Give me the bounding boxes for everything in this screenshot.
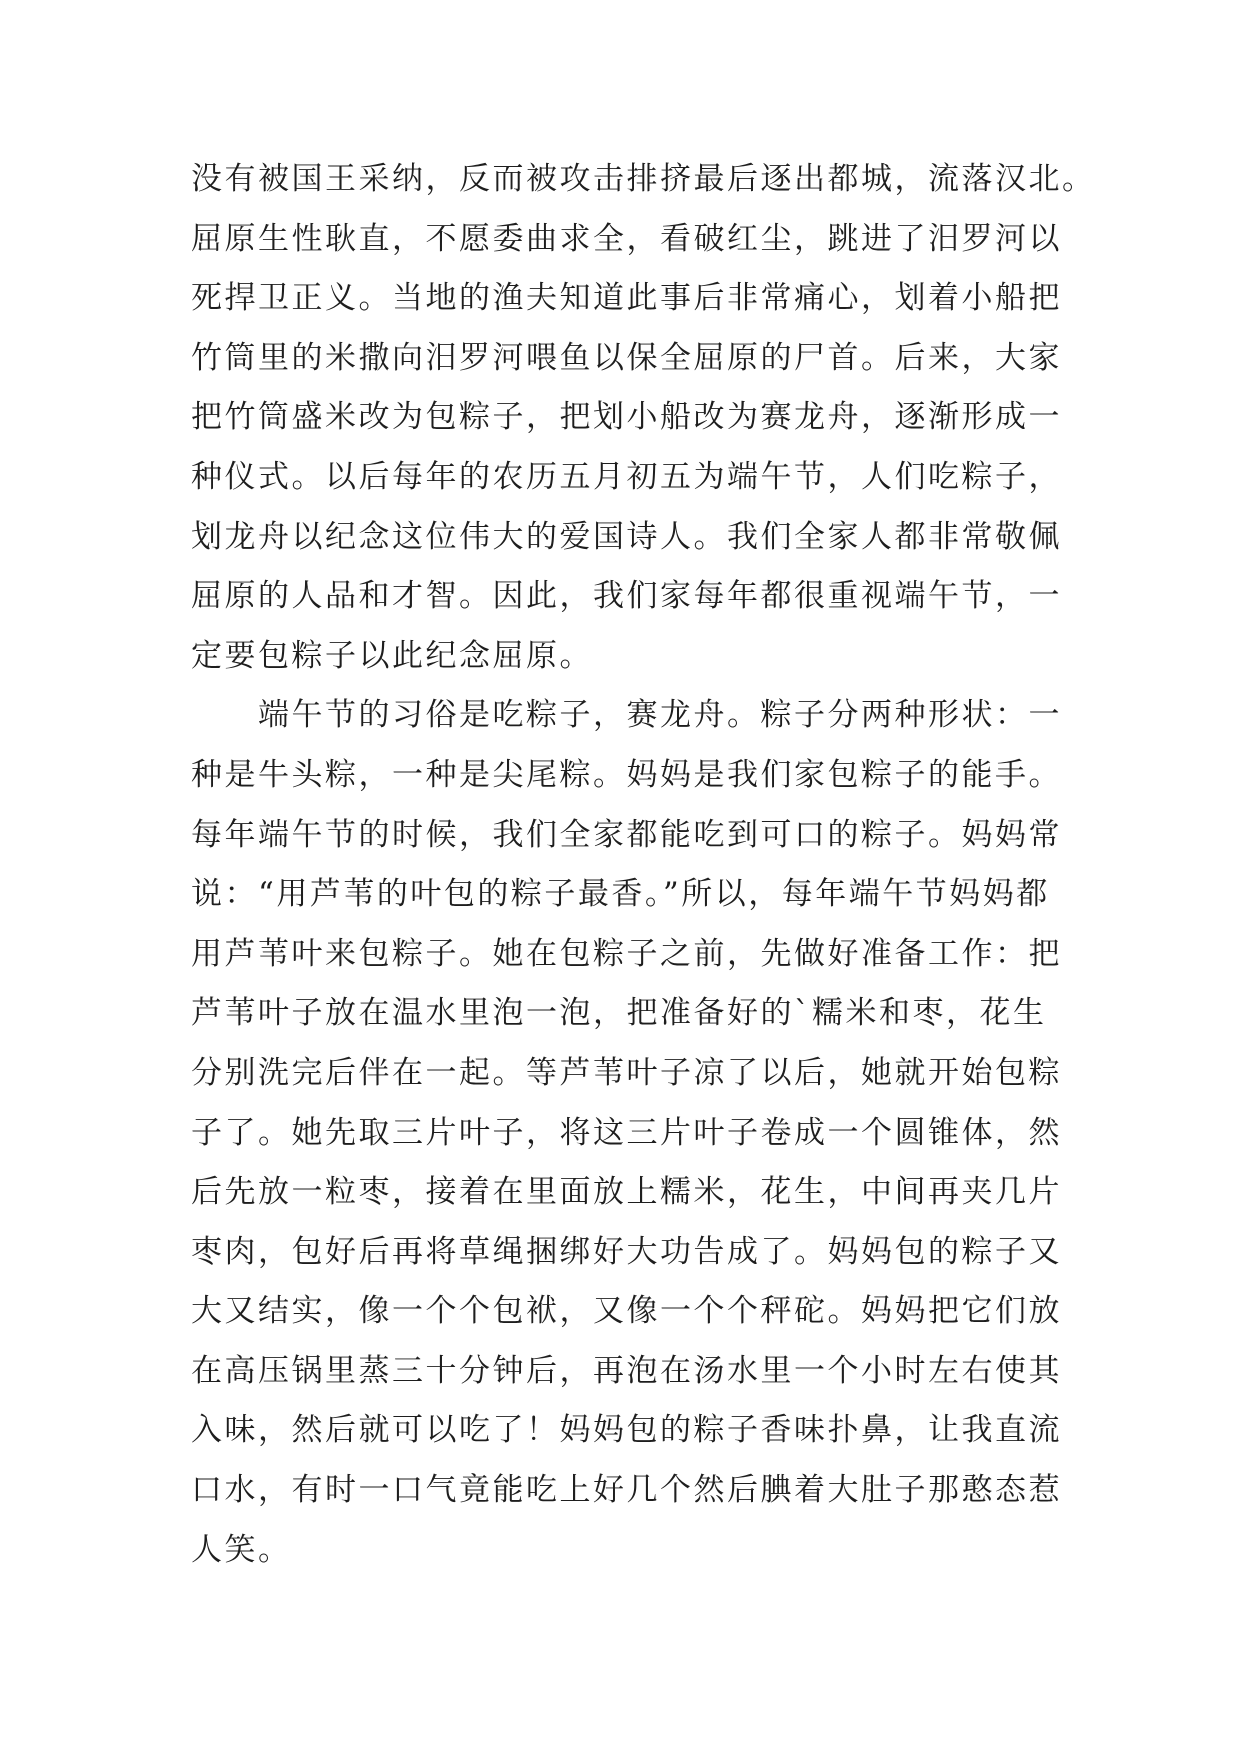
body-text bbox=[191, 150, 1096, 1580]
text-line: 定要包粽子以此纪念屈原。 bbox=[191, 637, 593, 674]
text-line: 后先放一粒枣，接着在里面放上糯米，花生，中间再夹几片 bbox=[191, 1174, 1062, 1211]
text-line: 入味，然后就可以吃了！妈妈包的粽子香味扑鼻，让我直流 bbox=[191, 1412, 1062, 1449]
text-line: 人笑。 bbox=[191, 1531, 292, 1568]
text-line: 种是牛头粽，一种是尖尾粽。妈妈是我们家包粽子的能手。 bbox=[191, 756, 1062, 793]
text-line: 把竹筒盛米改为包粽子，把划小船改为赛龙舟，逐渐形成一 bbox=[191, 399, 1062, 436]
text-line: 用芦苇叶来包粽子。她在包粽子之前，先做好准备工作：把 bbox=[191, 935, 1062, 972]
text-line: 枣肉，包好后再将草绳捆绑好大功告成了。妈妈包的粽子又 bbox=[191, 1233, 1062, 1270]
text-line: 子了。她先取三片叶子，将这三片叶子卷成一个圆锥体，然 bbox=[191, 1114, 1062, 1151]
text-line: 屈原生性耿直，不愿委曲求全，看破红尘，跳进了汨罗河以 bbox=[191, 220, 1062, 257]
text-line: 种仪式。以后每年的农历五月初五为端午节，人们吃粽子， bbox=[191, 458, 1062, 495]
text-line: 划龙舟以纪念这位伟大的爱国诗人。我们全家人都非常敬佩 bbox=[191, 518, 1062, 555]
text-line: 分别洗完后伴在一起。等芦苇叶子凉了以后，她就开始包粽 bbox=[191, 1054, 1062, 1091]
text-line: 端午节的习俗是吃粽子，赛龙舟。粽子分两种形状：一 bbox=[191, 697, 1062, 734]
text-line: 每年端午节的时候，我们全家都能吃到可口的粽子。妈妈常 bbox=[191, 816, 1062, 853]
text-line: 竹筒里的米撒向汨罗河喂鱼以保全屈原的尸首。后来，大家 bbox=[191, 339, 1062, 376]
text-line: 口水，有时一口气竟能吃上好几个然后腆着大肚子那憨态惹 bbox=[191, 1472, 1062, 1509]
text-line: 芦苇叶子放在温水里泡一泡，把准备好的`糯米和枣，花生 bbox=[191, 995, 1047, 1032]
text-line: 死捍卫正义。当地的渔夫知道此事后非常痛心，划着小船把 bbox=[191, 280, 1062, 317]
text-line: 没有被国王采纳，反而被攻击排挤最后逐出都城，流落汉北。 bbox=[191, 161, 1096, 197]
text-line: 屈原的人品和才智。因此，我们家每年都很重视端午节，一 bbox=[191, 578, 1062, 615]
text-line: 在高压锅里蒸三十分钟后，再泡在汤水里一个小时左右使其 bbox=[191, 1352, 1062, 1389]
text-line: 大又结实，像一个个包袱，又像一个个秤砣。妈妈把它们放 bbox=[191, 1293, 1062, 1330]
text-line: 说：“用芦苇的叶包的粽子最香。”所以，每年端午节妈妈都 bbox=[191, 876, 1050, 913]
